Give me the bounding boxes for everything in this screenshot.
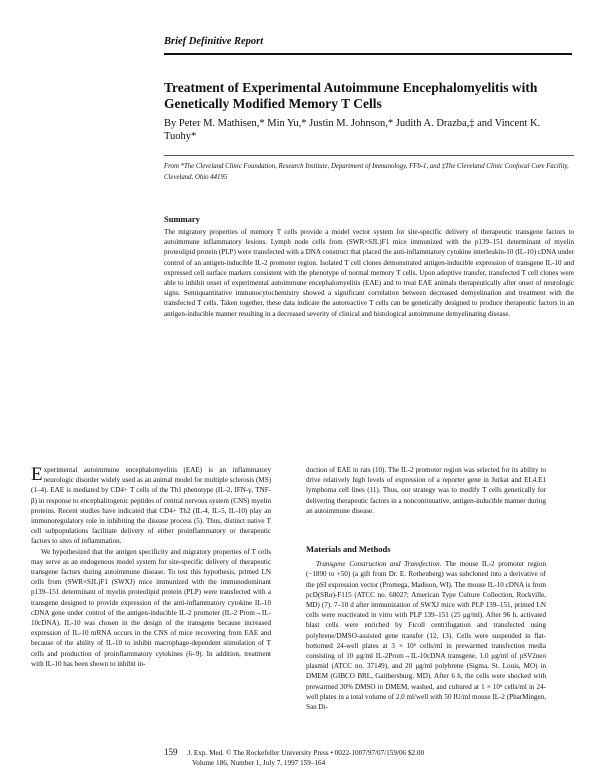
- page-footer: [164, 747, 574, 768]
- methods-paragraph: [306, 559, 546, 712]
- methods-text: The mouse IL-2 promoter region (−1890 to +50) (a gift from Dr. E. Rothenberg) was subcloned into a derivative of the pSI expression vector (Promega, Madison, WI). The mouse IL-10 cDNA is from pcD(SRα)-F115 (ATCC no. 68027; American Type Culture Collection, Rockville, MD) (7). 7–10 d after immunization of SWXJ mice with PLP 139–151, primed LN cells were reactivated in vitro with PLP 139–151 (25 μg/ml). After 96 h, activated blast cells were enriched by Ficoll centrifugation and transfected using polybrene/DMSO-assisted gene transfer (12, 13). Cells were suspended in flat-bottomed 24-well plates at 3 × 10⁶ cells/ml in prewarmed transfection media consisting of 10 μg/ml IL-2Prom→IL-10cDNA transgene, 1.0 μg/ml of pSV2neo plasmid (ATCC no. 37149), and 20 μg/ml polybrene (Sigma, St. Louis, MO) in DMEM (GIBCO BRL, Gaithersburg, MD). After 6 h, the cells were shocked with prewarmed 30% DMSO in DMEM, washed, and cultured at 1 × 10⁶ cells/ml in 24-well plates in a total volume of 2.0 ml/well with 50 IU/ml mouse IL-2 (PharMingen, San Di-: [306, 560, 546, 712]
- methods-subheading: Transgene Construction and Transfection.: [316, 560, 442, 569]
- section-label: Brief Definitive Report: [164, 36, 264, 47]
- drop-cap: E: [31, 464, 43, 485]
- summary-text: The migratory properties of memory T cells provide a model vector system for site-specific delivery of therapeutic transgene factors to autoimmune inflammatory lesions. Lymph node cells from (SWR×SJL)F1 mice immunized with the p139–151 determinant of myelin proteolipid protein (PLP) were transfected with a DNA construct that placed the anti-inflammatory cytokine interleukin-10 (IL-10) cDNA under control of an antigen-inducible IL-2 promoter region. Isolated T cell clones demonstrated antigen-inducible expression of transgene IL-10 and expressed cell surface markers consistent with the phenotype of normal memory T cells. Upon adoptive transfer, transfected T cell clones were able to inhibit onset of experimental autoimmune encephalomyelitis (EAE) and to treat EAE animals therapeutically after onset of neurologic signs. Semiquantitative immunocytochemistry showed a significant correlation between decreased demyelination and treatment with the transfected T cells. Taken together, these data indicate the autoreactive T cells can be genetically designed to produce therapeutic factors in an antigen-inducible manner resulting in a decreased severity of clinical and histological autoimmune demyelinating disease.: [164, 228, 574, 318]
- body-column-left: [31, 465, 271, 669]
- methods-heading: Materials and Methods: [306, 544, 391, 555]
- article-title: Treatment of Experimental Autoimmune Encephalomyelitis with Genetically Modified Memory T Cells: [164, 80, 538, 111]
- intro-text: xperimental autoimmune encephalomyelitis (EAE) is an inflammatory neurologic disorder widely used as an animal model for multiple sclerosis (MS) (1–4). EAE is mediated by CD4+ T cells of the Th1 phenotype (IL-2, IFN-γ, TNF-β) in response to encephalitogenic peptides of central nervous system (CNS) myelin proteins. Recent studies have indicated that CD4+ Th2 (IL-4, IL-5, IL-10) play an immunoregulatory role in inhibiting the disease process (5). Thus, distinct native T cell subpopulations facilitate delivery of either proinflammatory or therapeutic factors to sites of inflammation.: [31, 466, 271, 546]
- affiliation: From *The Cleveland Clinic Foundation, Research Institute, Department of Immunology, FFb-1, and ‡The Cleveland Clinic Confocal Core Facility, Cleveland, Ohio 44195: [164, 163, 569, 181]
- summary-heading: Summary: [164, 214, 200, 224]
- body-column-right: [306, 465, 546, 712]
- continuation-paragraph: duction of EAE in rats (10). The IL-2 promoter region was selected for its ability to drive relatively high levels of expression of a reporter gene in Jurkat and EL4.E1 lymphoma cell lines (11). Thus, our strategy was to modify T cells genetically for delivering therapeutic factors in a noncontinuative, antigen-inducible manner during an autoimmune disease.: [306, 466, 546, 515]
- author-list: By Peter M. Mathisen,* Min Yu,* Justin M. Johnson,* Judith A. Drazba,‡ and Vincent K. Tuohy*: [164, 118, 541, 142]
- journal-citation: J. Exp. Med. © The Rockefeller University Press • 0022-1007/97/07/159/06 $2.00: [187, 749, 425, 757]
- page-number: 159: [164, 747, 178, 757]
- affiliation-rule: [164, 155, 574, 156]
- volume-line: Volume 186, Number 1, July 7, 1997 159–164: [192, 759, 326, 767]
- intro-paragraph: [31, 465, 271, 547]
- hypothesis-paragraph: We hypothesized that the antigen specificity and migratory properties of T cells may serve as an endogenous model system for site-specific delivery of therapeutic transgene factors during autoimmune disease. To test this hypothesis, primed LN cells from (SWR×SJL)F1 (SWXJ) mice immunized with the immunodominant p139–151 determinant of myelin proteolipid protein (PLP) were transfected with a transgene designed to provide expression of the anti-inflammatory cytokine IL-10 cDNA gene under control of the antigen-inducible IL-2 promoter (IL-2 Prom→IL-10cDNA). IL-10 was chosen in the design of the transgene because increased expression of IL-10 mRNA occurs in the CNS of mice recovering from EAE and because of the ability of IL-10 to inhibit macrophage-dependent stimulation of T cells and production of proinflammatory cytokines (6–9). In addition, treatment with IL-10 has been shown to inhibit in-: [31, 547, 271, 668]
- header-rule: [164, 53, 572, 55]
